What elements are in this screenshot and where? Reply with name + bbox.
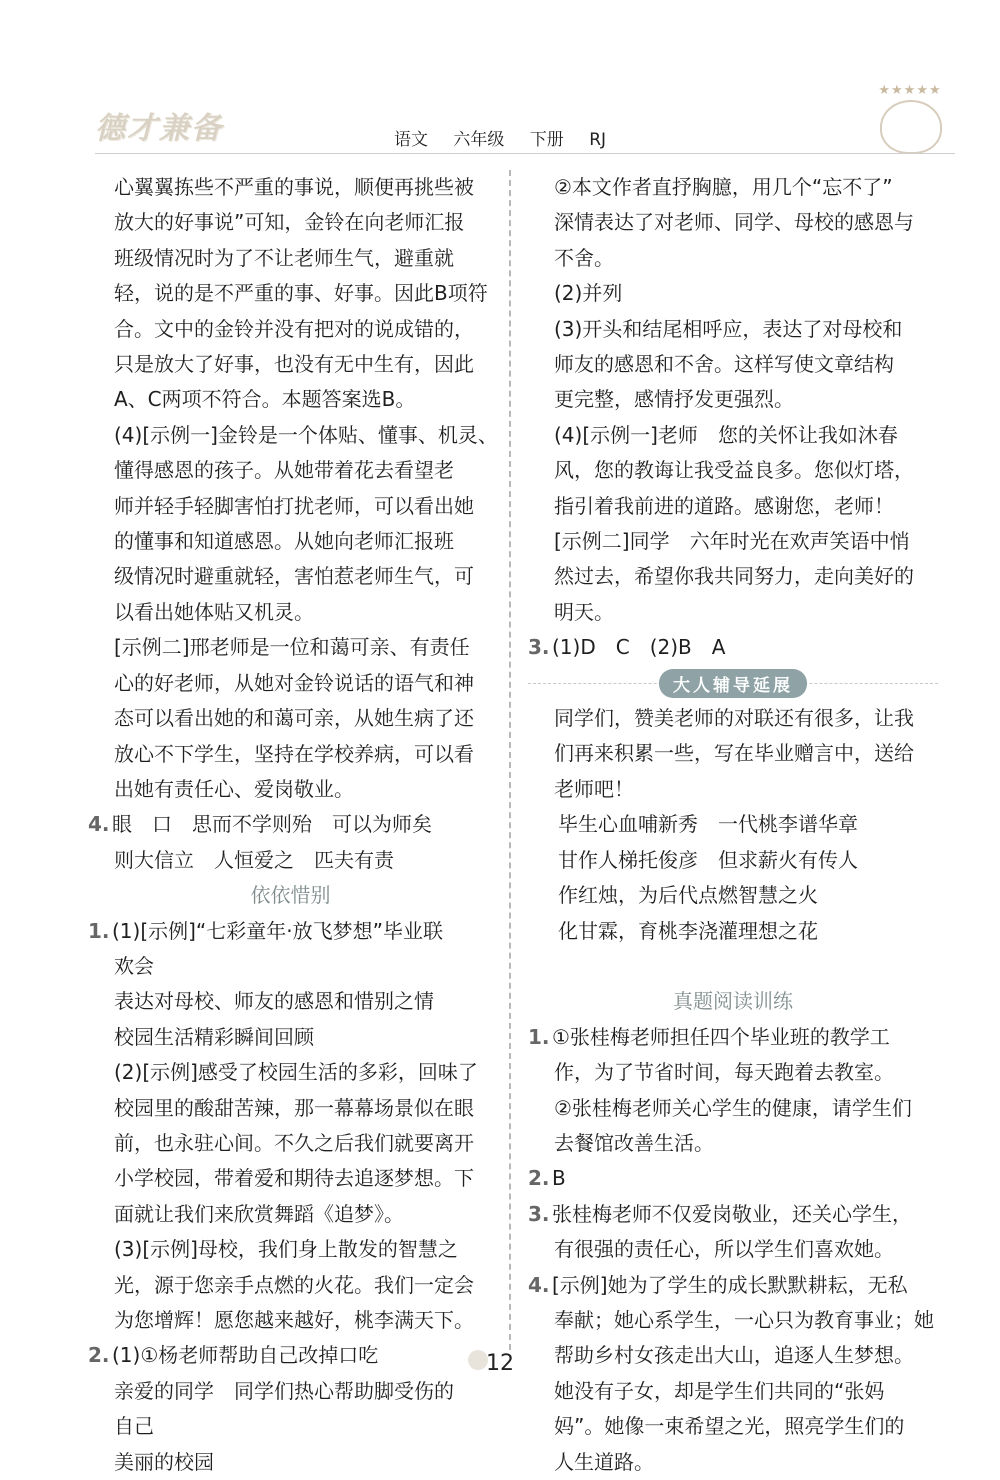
line-text: 奉献；她心系学生，一心只为教育事业；她 [554,1307,934,1332]
text-line [528,453,938,488]
line-text: 明天。 [554,599,614,624]
text-line [528,1091,938,1126]
text-line [528,843,938,878]
section-heading: 依依惜别 [250,883,331,908]
line-text: 态可以看出她的和蔼可亲，从她生病了还 [114,706,474,731]
text-line [528,1126,938,1161]
text-line [88,1197,493,1232]
line-text: 张桂梅老师不仅爱岗敬业，还关心学生， [552,1201,912,1226]
text-line [528,382,938,417]
text-line [88,1338,493,1373]
header-title [0,125,1000,150]
text-line [528,489,938,524]
line-text: 风，您的教诲让我受益良多。您似灯塔， [554,458,914,483]
header-volume: 下册 [529,130,564,150]
text-line [88,1232,493,1267]
text-line [88,914,493,949]
text-line [528,418,938,453]
text-line [88,1126,493,1161]
line-text: 作红烛，为后代点燃智慧之火 [558,883,818,908]
text-line [528,1197,938,1232]
text-line [88,1020,493,1055]
line-text: 同学们，赞美老师的对联还有很多，让我 [554,706,914,731]
line-text: [示例二]邢老师是一位和蔼可亲、有责任 [114,635,470,660]
text-line [88,347,493,382]
line-text: 则大信立 人恒爱之 匹夫有责 [114,847,394,872]
line-text: 美丽的校园 [114,1449,214,1474]
text-line [528,1445,938,1480]
line-text [554,954,560,978]
question-number: 3. [528,635,550,660]
left-column [88,170,498,1480]
text-line [528,1268,938,1303]
text-line [528,241,938,276]
line-text: 的懂事和知道感恩。从她向老师汇报班 [114,529,454,554]
line-text: 去餐馆改善生活。 [554,1130,714,1155]
line-text: 以看出她体贴又机灵。 [114,599,314,624]
line-text: B [552,1166,566,1191]
line-text: (2)[示例]感受了校园生活的多彩，回味了 [114,1060,478,1085]
text-line [88,1055,493,1090]
text-line [88,276,493,311]
text-line [88,666,493,701]
line-text: [示例二]同学 六年时光在欢声笑语中悄 [554,529,910,554]
line-text: 老师吧！ [554,776,634,801]
line-text: 合。文中的金铃并没有把对的说成错的， [114,316,474,341]
text-line [528,630,938,665]
text-line [88,737,493,772]
line-text: 她没有子女，却是学生们共同的“张妈 [554,1378,885,1403]
line-text: 前，也永驻心间。不久之后我们就要离开 [114,1130,474,1155]
line-text: [示例]她为了学生的成长默默耕耘，无私 [552,1272,908,1297]
text-line [528,701,938,736]
seal-badge [880,100,942,154]
text-line [88,630,493,665]
text-line [528,1161,938,1196]
line-text: 甘作人梯托俊彦 但求薪火有传人 [558,847,858,872]
line-text: 懂得感恩的孩子。从她带着花去看望老 [114,458,454,483]
text-line [88,1445,493,1480]
line-text: 轻，说的是不严重的事、好事。因此B项符 [114,281,488,306]
text-line [528,1374,938,1409]
text-line [88,241,493,276]
line-text: 人生道路。 [554,1449,654,1474]
text-line [528,914,938,949]
line-text: 级情况时避重就轻，害怕惹老师生气，可 [114,564,474,589]
line-text: 表达对母校、师友的感恩和惜别之情 [114,989,434,1014]
text-line [88,524,493,559]
text-line [528,1020,938,1055]
text-line [528,347,938,382]
line-text: 校园里的酸甜苦辣，那一幕幕场景似在眼 [114,1095,474,1120]
line-text: 面就让我们来欣赏舞蹈《追梦》。 [114,1201,404,1226]
text-line [528,807,938,842]
text-line [528,1409,938,1444]
line-text: (2)并列 [554,281,623,306]
line-text: 作，为了节省时间，每天跑着去教室。 [554,1060,894,1085]
line-text: ②张桂梅老师关心学生的健康，请学生们 [554,1095,912,1120]
column-divider [509,170,511,1350]
line-text: 放大的好事说”可知，金铃在向老师汇报 [114,210,465,235]
text-line [528,205,938,240]
text-line [528,1232,938,1267]
text-line [88,949,493,984]
line-text: 班级情况时为了不让老师生气，避重就 [114,245,454,270]
text-line [528,772,938,807]
text-line [528,524,938,559]
text-line [88,559,493,594]
line-text: (1)D C (2)B A [552,635,726,660]
line-text: 眼 口 思而不学则殆 可以为师矣 [112,812,432,837]
line-text: 们再来积累一些，写在毕业赠言中，送给 [554,741,914,766]
text-line [528,312,938,347]
text-line [88,1409,493,1444]
line-text: 然过去，希望你我共同努力，走向美好的 [554,564,914,589]
line-text: 亲爱的同学 同学们热心帮助脚受伤的 [114,1378,454,1403]
text-line [88,595,493,630]
line-text: 不舍。 [554,245,614,270]
banner-label: 大人辅导延展 [659,669,807,698]
line-text: 毕生心血哺新秀 一代桃李谱华章 [558,812,858,837]
text-line [88,170,493,205]
blank-line [528,949,938,984]
line-text: 小学校园，带着爱和期待去追逐梦想。下 [114,1166,474,1191]
line-text: (3)开头和结尾相呼应，表达了对母校和 [554,316,903,341]
line-text: 只是放大了好事，也没有无中生有，因此 [114,352,474,377]
right-column [528,170,938,1480]
text-line [528,276,938,311]
header-edition: RJ [589,130,607,150]
line-text: 为您增辉！愿您越来越好，桃李满天下。 [114,1308,474,1332]
text-line [88,205,493,240]
line-text: (3)[示例]母校，我们身上散发的智慧之 [114,1237,458,1262]
section-banner [528,666,938,701]
text-line [528,878,938,913]
line-text: 出她有责任心、爱岗敬业。 [114,776,354,801]
text-line [88,807,493,842]
text-line [528,170,938,205]
question-number: 1. [528,1024,550,1049]
text-line [88,312,493,347]
line-text: (4)[示例一]老师 您的关怀让我如沐春 [554,422,898,447]
text-line [88,382,493,417]
question-number: 2. [528,1166,550,1191]
text-line [528,1055,938,1090]
line-text: 有很强的责任心，所以学生们喜欢她。 [554,1237,894,1262]
question-number: 4. [88,812,110,837]
line-text: 心翼翼拣些不严重的事说，顺便再挑些被 [114,175,474,199]
text-line [88,701,493,736]
text-line [88,1268,493,1303]
text-line [528,559,938,594]
text-line [88,1303,493,1338]
header-grade: 六年级 [453,130,505,150]
line-text: 指引着我前进的道路。感谢您，老师！ [554,493,894,518]
text-line [528,736,938,771]
header-divider [95,153,955,154]
line-text: 自己 [114,1414,154,1439]
stars-decoration: ★★★★★ [878,83,942,98]
line-text: (1)[示例]“七彩童年·放飞梦想”毕业联 [112,918,444,943]
line-text: (4)[示例一]金铃是一个体贴、懂事、机灵、 [114,422,498,447]
text-line [88,984,493,1019]
line-text: 妈”。她像一束希望之光，照亮学生们的 [554,1414,905,1439]
question-number: 1. [88,918,110,943]
page-number: 12 [486,1351,514,1376]
text-line [528,1338,938,1373]
line-text: 更完整，感情抒发更强烈。 [554,387,794,412]
line-text: 光，源于您亲手点燃的火花。我们一定会 [114,1272,474,1297]
line-text: (1)①杨老师帮助自己改掉口吃 [112,1343,379,1368]
page-header [0,83,1000,155]
line-text: 师并轻手轻脚害怕打扰老师，可以看出她 [114,493,474,518]
line-text: 深情表达了对老师、同学、母校的感恩与 [554,210,914,235]
line-text: ②本文作者直抒胸臆，用几个“忘不了” [554,175,893,199]
line-text: 放心不下学生，坚持在学校养病，可以看 [114,741,474,766]
text-line [88,489,493,524]
text-line [528,595,938,630]
line-text: 心的好老师，从她对金铃说话的语气和神 [114,670,474,695]
question-number: 2. [88,1343,110,1368]
line-text: ①张桂梅老师担任四个毕业班的教学工 [552,1024,890,1049]
text-line [88,1161,493,1196]
header-subject: 语文 [393,130,428,150]
text-line [88,1374,493,1409]
text-line [88,772,493,807]
text-line [88,843,493,878]
line-text: A、C两项不符合。本题答案选B。 [114,387,416,412]
question-number: 4. [528,1272,550,1297]
line-text: 帮助乡村女孩走出大山，追逐人生梦想。 [554,1343,914,1368]
section-heading: 真题阅读训练 [673,989,793,1014]
line-text: 师友的感恩和不舍。这样写使文章结构 [554,352,894,377]
text-line [88,453,493,488]
text-line [528,1303,938,1338]
text-line [88,418,498,453]
line-text: 化甘霖，育桃李浇灌理想之花 [558,918,818,943]
line-text: 欢会 [114,953,154,978]
line-text: 校园生活精彩瞬间回顾 [114,1024,314,1049]
text-line [88,1091,493,1126]
brand-logo: 德才兼备 [95,111,223,146]
question-number: 3. [528,1201,550,1226]
